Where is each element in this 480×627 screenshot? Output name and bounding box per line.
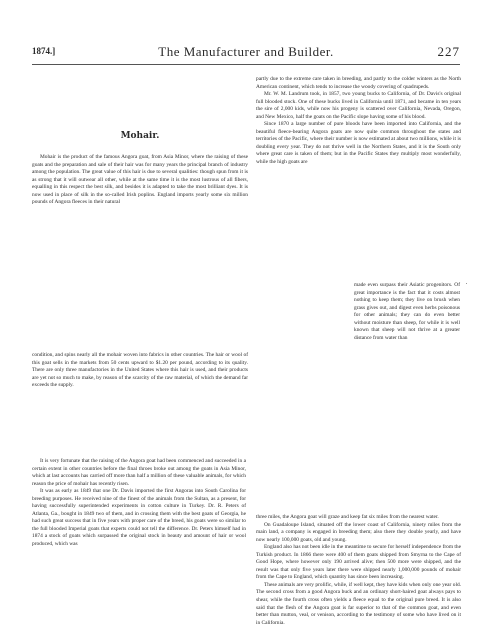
print-fleck	[466, 283, 467, 284]
paragraph: These animals are very prolific, while, if well kept, they have kids when only one year old. The second cross from a good Angora buck and an ordinary short-haired goat always pays to shear, while the fourth cross often yields a fleece equal to the original pure breed. It is also said that the flesh of the Angora goat is far superior to that of the common goat, and even better than mutton, veal, or venison, according to the testimony of some who have lived on it in California.	[256, 581, 461, 626]
article-title: Mohair.	[120, 131, 160, 141]
paragraph: condition, and spins nearly all the mohair woven into fabrics in other countries. The hair or wool of this goat sells in the markets from 50 cents upward to $1.20 per pound, according to its quality. There are only three manufactories in the United States where this hair is used, and their products are yet not so much to make, by reason of the scarcity of the raw material, of which the demand far exceeds the supply.	[32, 352, 248, 389]
header-year: 1874.]	[32, 46, 56, 56]
paragraph: partly due to the extreme care taken in breeding, and partly to the colder winters as the North American continent, which tends to increase the woody covering of quadrupeds.	[256, 76, 461, 90]
page-header	[32, 44, 460, 62]
paragraph: On Guadaloupe Island, situated off the lower coast of California, ninety miles from the main land, a company is engaged in breeding them; also there they double yearly, and have now nearly 100,000 goats, old and young.	[256, 521, 461, 543]
left-column-top	[32, 154, 248, 242]
right-column-bottom	[256, 514, 461, 626]
paragraph: Mr. W. M. Landrum took, in 1857, two young bucks to California, of Dr. Davis's original full blooded stock. One of these bucks lived in California until 1871, and became in ten years the sire of 2,000 kids, while now his progeny is scattered over California, Nevada, Oregon, and New Mexico, half the goats on the Pacific slope having some of his blood.	[256, 91, 461, 120]
paragraph: England also has not been idle in the meantime to secure for herself independence from the Turkish product. In 1866 there were 400 of them goats shipped from Smyrna to the Cape of Good Hope, where however only 190 arrived alive; then 500 more were shipped, and the result was that only five years later there were shipped nearly 1,000,000 pounds of mohair from the Cape to England, which quantity has since been increasing.	[256, 544, 461, 581]
paragraph: It is very fortunate that the raising of the Angora goat had been commenced and succeeded in a certain extent in other countries before the final throes broke out among the goats in Asia Minor, which at last accounts has carried off more than half a million of these valuable animals, for which reason the price of mohair has recently risen.	[32, 458, 246, 487]
paragraph: Mohair is the product of the famous Angora goat, from Asia Minor, where the raising of these goats and the preparation and sale of their hair was for many years the principal branch of industry among the population. The great value of this hair is due to several qualities: though spun from it is as strong that it will outwear all other, while at the same time it is the most lustrous of all fibers, equalling in this respect the best silk, and besides it is adapted to take the most brilliant dyes. It is now used in place of silk in the so-called Irish poplins. England imports yearly some six million pounds of Angora fleeces in their natural	[32, 154, 248, 206]
header-rule	[32, 64, 460, 65]
paragraph: It was as early as 1849 that one Dr. Davis imported the first Angoras into South Carolina for breeding purposes. He received nine of the finest of the animals from the Sultan, as a present, for having successfully superintended experiments in cotton culture in Turkey. Dr. R. Peters of Atlanta, Ga., bought in 1849 two of them, and in crossing them with the best goats of Georgia, he had such great success that in five years with proper care of the breed, his goats were so similar to the full blooded Imperial goats that experts could not tell the difference. Dr. Peters himself had in 1874 a stock of goats which surpassed the original stock in beauty and amount of hair or wool produced, which was	[32, 488, 246, 548]
page-number: 227	[437, 44, 460, 59]
paragraph: three miles, the Angora goat will graze and keep fat six miles from the nearest water.	[256, 514, 439, 520]
illustration-space	[256, 282, 350, 508]
paragraph: made even surpass their Asiatic progenitors. Of great importance is the fact that it costs almost nothing to keep them; they live on brush when grass gives out, and digest even herbs poisonous for other animals; they can do even better without moisture than sheep, for while it is well known that sheep will not thrive at a greater distance from water than	[354, 282, 460, 341]
left-column-bottom	[32, 458, 246, 604]
paragraph: Since 1870 a large number of pure bloods have been imported into California, and the beautiful fleece-bearing Angora goats are now quite common throughout the states and territories of the Pacific, where their number is now estimated at about two millions, while it is doubling every year. They do not thrive well in the Northern States, and it is the South only where great care is taken of them; but in the Pacific States they multiply most wonderfully, while the high goats are	[256, 121, 461, 166]
left-column-middle	[32, 352, 248, 388]
journal-title: The Manufacturer and Builder.	[158, 44, 334, 59]
right-column-middle	[354, 282, 460, 502]
right-column-top	[256, 76, 461, 277]
